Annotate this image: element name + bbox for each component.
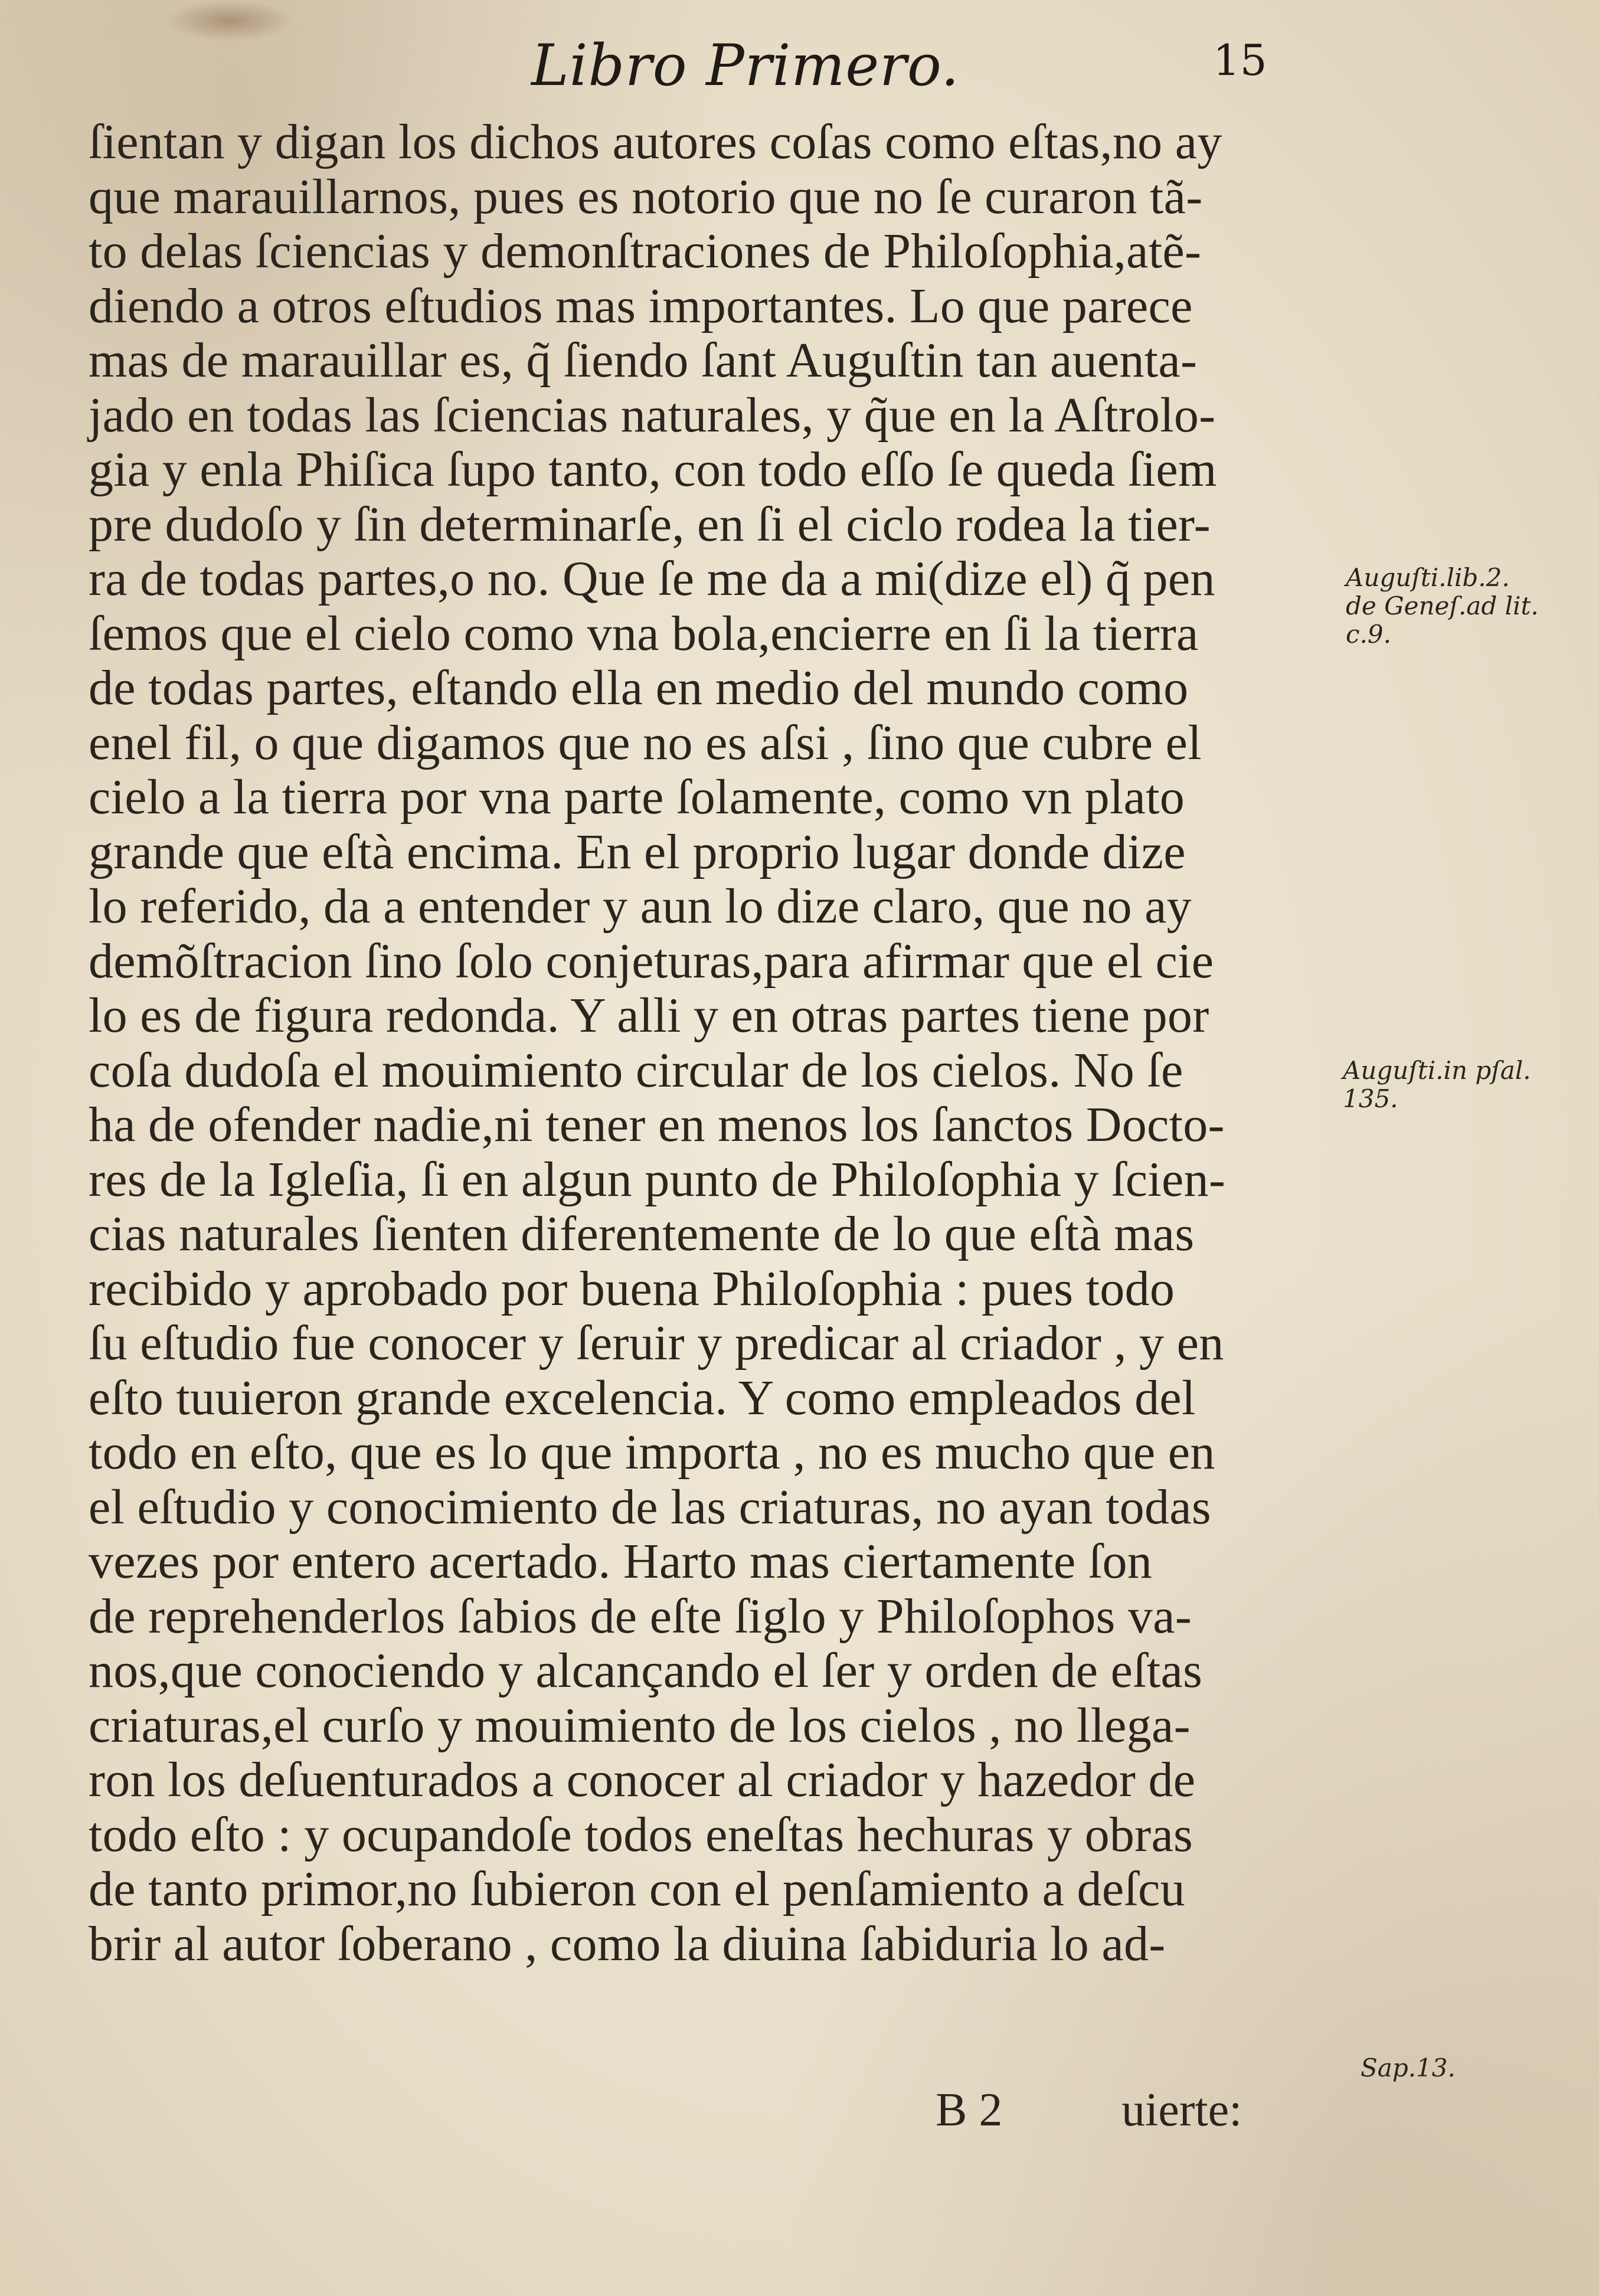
text-line: brir al autor ſoberano , como la diuina ſabiduria lo ad- [89,1916,1166,1971]
marginal-note-sapientia [1361,2054,1456,2082]
text-line: ra de todas partes,o no. Que ſe me da a mi(dize el) q̃ pen [89,551,1215,606]
text-line: eſto tuuieron grande excelencia. Y como empleados del [89,1370,1196,1425]
text-line: nos,que conociendo y alcançando el ſer y orden de eſtas [89,1643,1203,1698]
text-line: vezes por entero acertado. Harto mas ciertamente ſon [89,1534,1153,1589]
text-line: coſa dudoſa el mouimiento circular de los cielos. No ſe [89,1042,1183,1098]
text-line: res de la Igleſia, ſi en algun punto de Philoſophia y ſcien- [89,1152,1226,1207]
marginal-note-line: Auguſti.lib.2. [1346,563,1510,592]
text-line: todo en eſto, que es lo que importa , no es mucho que en [89,1425,1215,1480]
text-line: jado en todas las ſciencias naturales, y q̃ue en la Aſtrolo- [89,387,1216,443]
text-line: demõſtracion ſino ſolo conjeturas,para afirmar que el cie [89,933,1214,989]
text-line: lo referido, da a entender y aun lo dize claro, que no ay [89,879,1192,934]
marginal-note-line: c.9. [1346,620,1391,649]
body-text [89,115,1316,1971]
text-line: ſemos que el cielo como vna bola,encierre en ſi la tierra [89,606,1199,661]
marginal-note-line: Auguſti.in pſal. [1343,1056,1531,1085]
text-line: ron los deſuenturados a conocer al criador y hazedor de [89,1752,1196,1807]
text-line: que marauillarnos, pues es notorio que no ſe curaron tã- [89,169,1203,224]
marginal-note-augustine-psalm [1343,1057,1531,1113]
text-line: ſientan y digan los dichos autores coſas como eſtas,no ay [89,115,1222,169]
text-line: pre dudoſo y ſin determinarſe, en ſi el ciclo rodea la tier- [89,496,1211,552]
signature-mark: B 2 [936,2084,1003,2136]
marginal-note-line: de Geneſ.ad lit. [1346,591,1539,620]
text-line: gia y enla Phiſica ſupo tanto, con todo eſſo ſe queda ſiem [89,442,1217,497]
text-line: grande que eſtà encima. En el proprio lugar donde dize [89,824,1186,879]
running-head: Libro Primero. [531,32,960,99]
text-line: criaturas,el curſo y mouimiento de los cielos , no llega- [89,1698,1191,1753]
text-line: to delas ſciencias y demonſtraciones de Philoſophia,atẽ- [89,224,1202,279]
marginal-note-line: 135. [1343,1084,1398,1113]
text-line: el eſtudio y conocimiento de las criaturas, no ayan todas [89,1479,1211,1535]
text-line: ha de ofender nadie,ni tener en menos los ſanctos Docto- [89,1097,1225,1152]
page-stain [165,0,295,41]
text-line: enel fil, o que digamos que no es aſsi , ſino que cubre el [89,715,1202,770]
catchword: uierte: [1121,2084,1242,2136]
text-line: diendo a otros eſtudios mas importantes. Lo que parece [89,278,1193,333]
text-line: recibido y aprobado por buena Philoſophia : pues todo [89,1261,1175,1316]
text-line: ſu eſtudio fue conocer y ſeruir y predicar al criador , y en [89,1316,1224,1371]
text-line: de tanto primor,no ſubieron con el penſamiento a deſcu [89,1862,1185,1916]
text-line: de reprehenderlos ſabios de eſte ſiglo y Philoſophos va- [89,1588,1192,1644]
marginal-note-line: Sap.13. [1361,2053,1456,2082]
text-line: de todas partes, eſtando ella en medio del mundo como [89,660,1189,715]
text-line: todo eſto : y ocupandoſe todos eneſtas hechuras y obras [89,1807,1193,1862]
text-line: cias naturales ſienten diferentemente de lo que eſtà mas [89,1206,1195,1261]
text-line: mas de marauillar es, q̃ ſiendo ſant Auguſtin tan auenta- [89,333,1198,388]
marginal-note-augustine-genesis [1346,564,1539,649]
page-number: 15 [1213,35,1267,85]
text-line: lo es de figura redonda. Y alli y en otras partes tiene por [89,988,1209,1043]
text-line: cielo a la tierra por vna parte ſolamente, como vn plato [89,770,1185,825]
